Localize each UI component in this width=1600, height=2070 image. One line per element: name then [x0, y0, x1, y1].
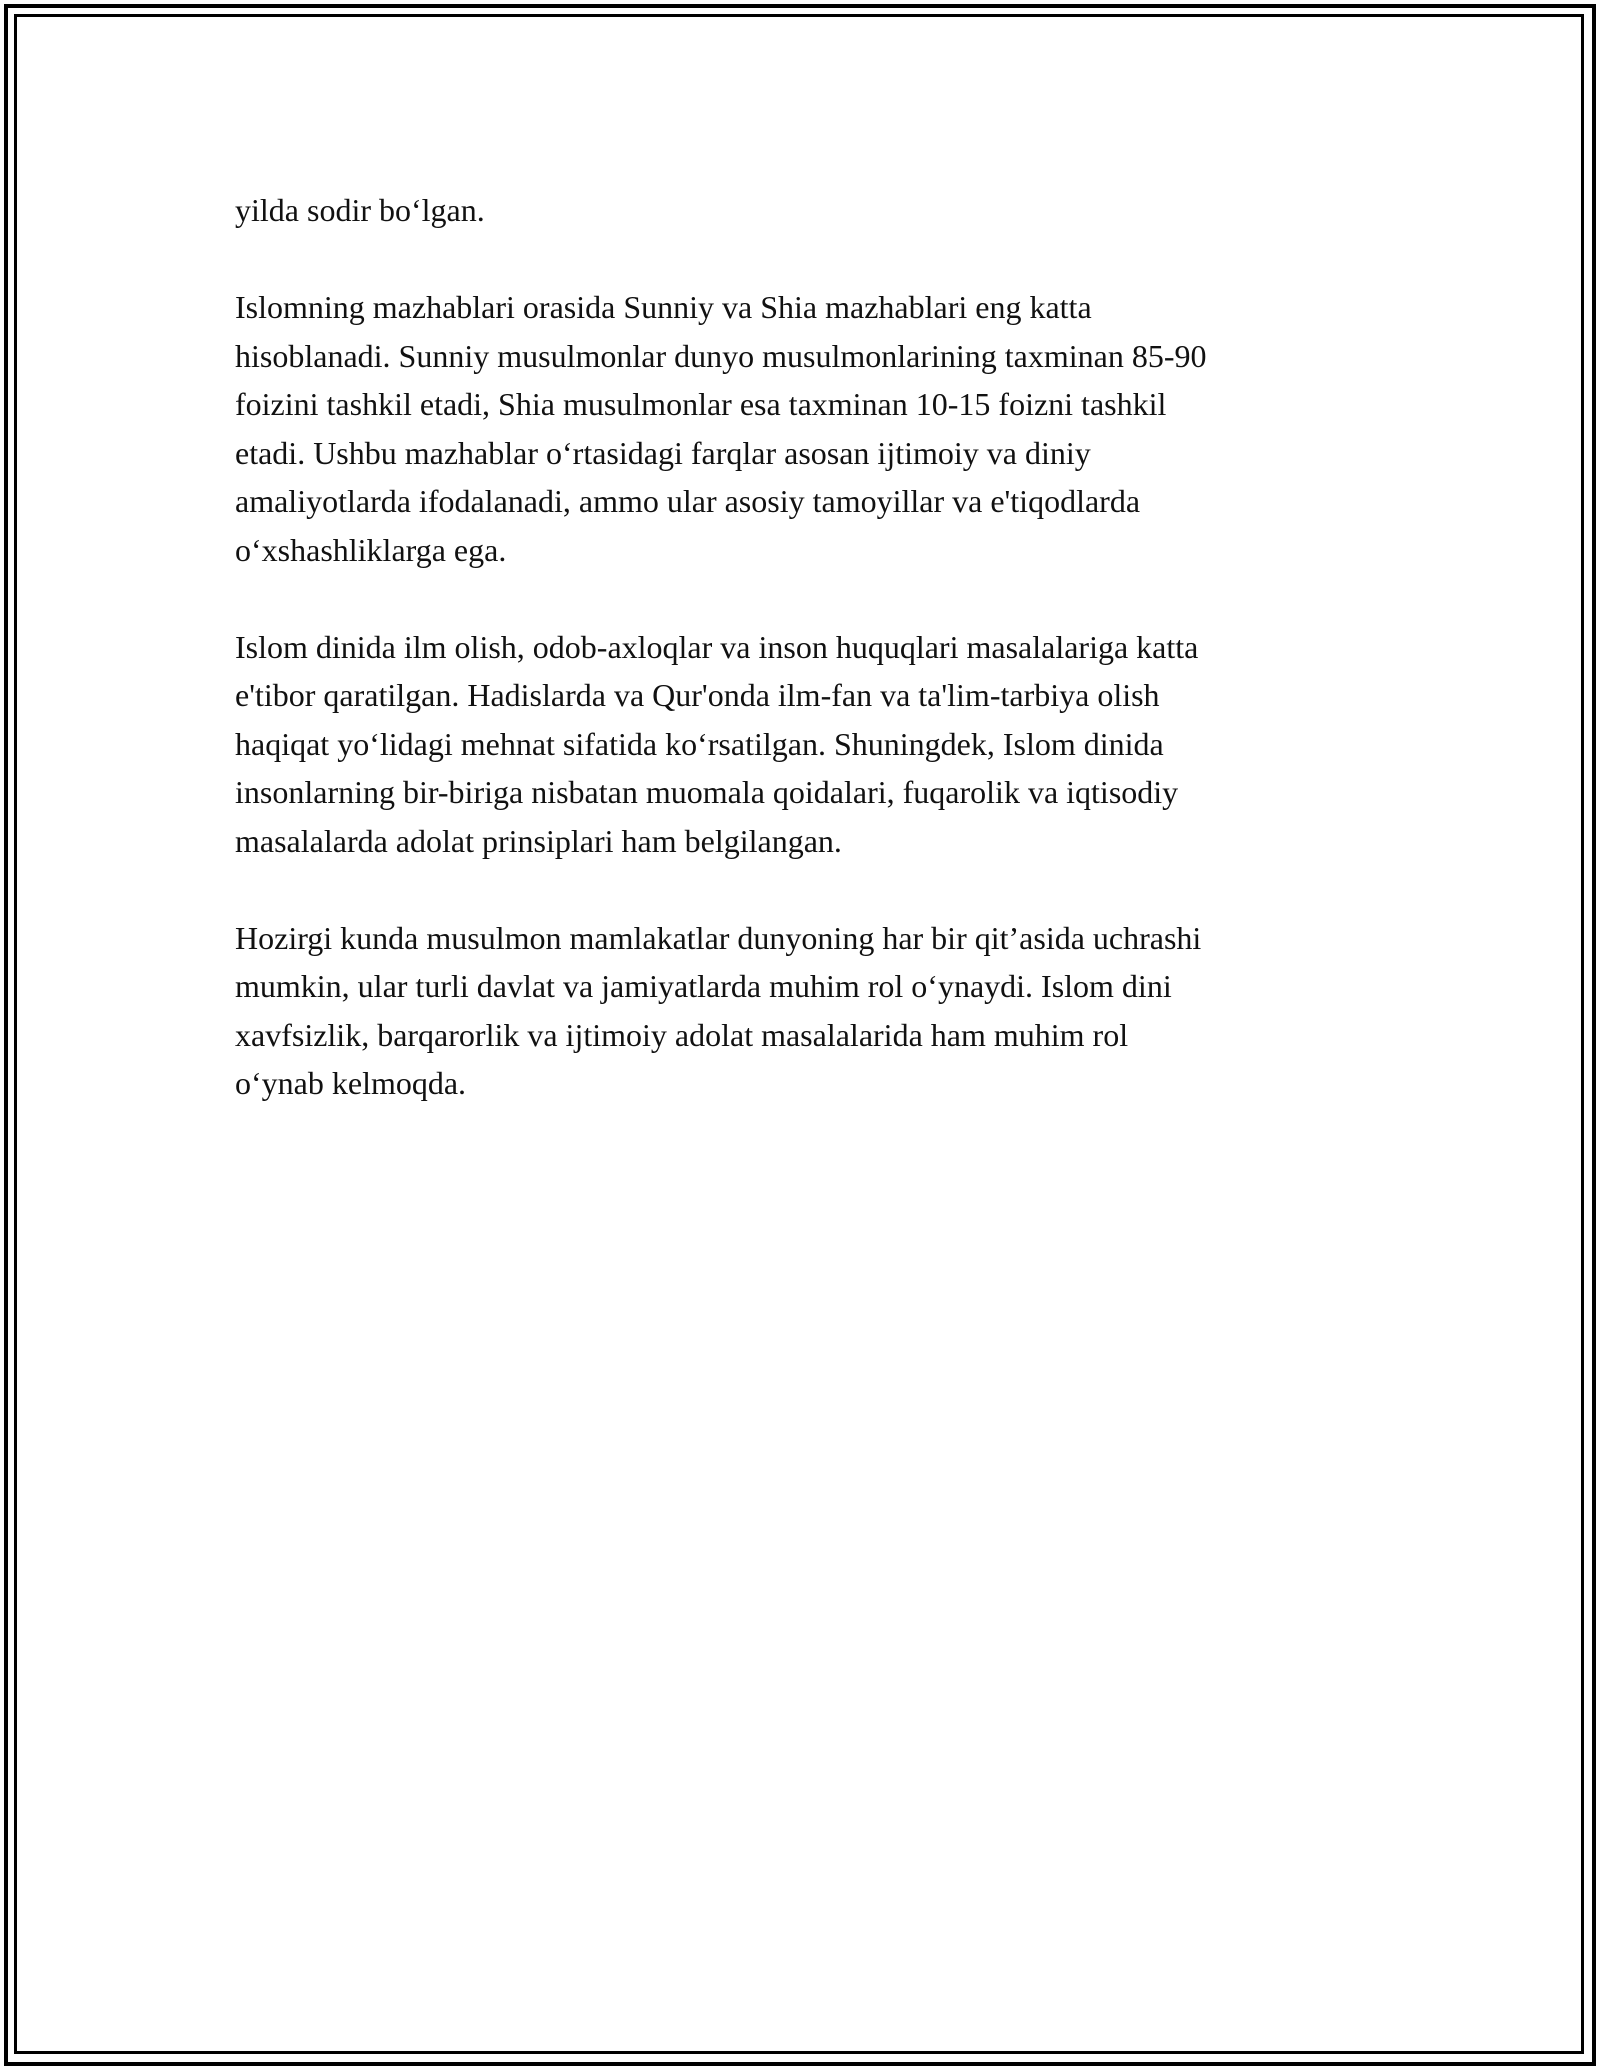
- document-body: [235, 186, 1375, 1156]
- paragraph-hozirgi-kunda: Hozirgi kunda musulmon mamlakatlar dunyoning har bir qit’asida uchrashi mumkin, ular turli davlat va jamiyatlarda muhim rol o‘ynaydi. Islom dini xavfsizlik, barqarorlik va ijtimoiy adolat masalalarida ham muhim rol o‘ynab kelmoqda.: [235, 919, 1202, 1101]
- paragraph-ilm-olish: Islom dinida ilm olish, odob-axloqlar va inson huquqlari masalalariga katta e'tibor qaratilgan. Hadislarda va Qur'onda ilm-fan va ta'lim-tarbiya olish haqiqat yo‘lidagi mehnat sifatida ko‘rsatilgan. Shuningdek, Islom dinida insonlarning bir-biriga nisbatan muomala qoidalari, fuqarolik va iqtisodiy masalalarda adolat prinsiplari ham belgilangan.: [235, 628, 1199, 859]
- paragraph-mazhablar: Islomning mazhablari orasida Sunniy va Shia mazhablari eng katta hisoblanadi. Sunniy musulmonlar dunyo musulmonlarining taxminan 85-90 foizini tashkil etadi, Shia musulmonlar esa taxminan 10-15 foizni tashkil etadi. Ushbu mazhablar o‘rtasidagi farqlar asosan ijtimoiy va diniy amaliyotlarda ifodalanadi, ammo ular asosiy tamoyillar va e'tiqodlarda o‘xshashliklarga ega.: [235, 289, 1207, 568]
- paragraph-continuation: yilda sodir bo‘lgan.: [235, 192, 485, 228]
